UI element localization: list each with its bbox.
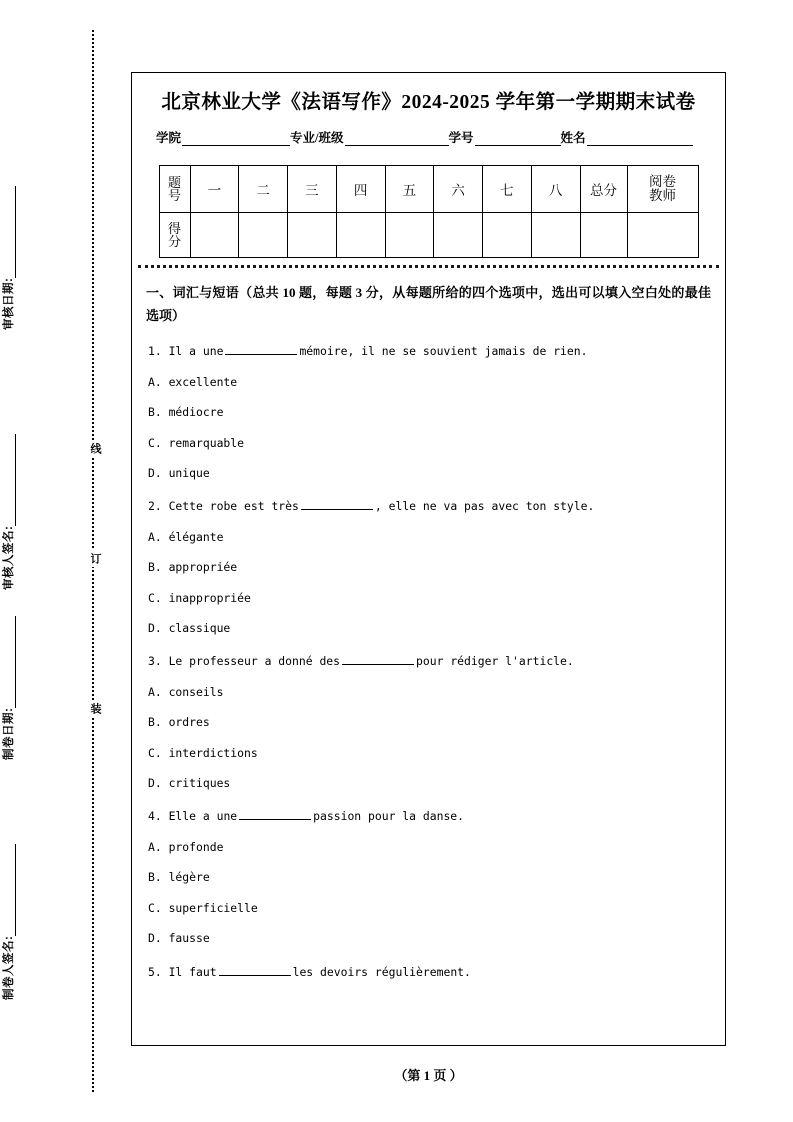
field-college-label: 学院 bbox=[156, 131, 182, 146]
cut-line-word-zhuang: 装 bbox=[85, 700, 103, 717]
score-cell-7[interactable] bbox=[483, 213, 532, 258]
section-heading: 一、词汇与短语（总共 10 题，每题 3 分，从每题所给的四个选项中，选出可以填入空白处的最佳选项） bbox=[146, 285, 711, 324]
score-cell-2[interactable] bbox=[239, 213, 288, 258]
question-number: 2. bbox=[148, 499, 162, 514]
option-item[interactable]: A. profonde bbox=[148, 839, 224, 854]
field-name-label: 姓名 bbox=[560, 131, 586, 146]
question-number: 1. bbox=[148, 344, 162, 359]
option-item[interactable]: D. unique bbox=[148, 466, 210, 481]
score-table-wrapper bbox=[159, 165, 699, 258]
page-title: 北京林业大学《法语写作》2024‐2025 学年第一学期期末试卷 bbox=[161, 92, 696, 113]
option-item[interactable]: B. légère bbox=[148, 870, 210, 885]
score-table-col-2: 二 bbox=[239, 166, 288, 213]
score-cell-6[interactable] bbox=[434, 213, 483, 258]
field-college bbox=[156, 128, 290, 146]
question-stem-before: Le professeur a donné des bbox=[168, 654, 341, 669]
question-stem-before: Il faut bbox=[168, 964, 217, 979]
margin-annotation-strip bbox=[0, 0, 120, 1122]
margin-note-rule bbox=[6, 616, 16, 708]
margin-note-label: 审核人签名: bbox=[3, 525, 15, 590]
field-college-input[interactable] bbox=[182, 133, 290, 146]
question-stem-after: passion pour la danse. bbox=[313, 809, 465, 824]
question-number: 3. bbox=[148, 654, 162, 669]
dotted-separator bbox=[138, 265, 719, 268]
question-stem-after: pour rédiger l'article. bbox=[416, 654, 574, 669]
score-table-col-3: 三 bbox=[288, 166, 337, 213]
score-cell-3[interactable] bbox=[288, 213, 337, 258]
score-cell-4[interactable] bbox=[336, 213, 385, 258]
option-item[interactable]: B. ordres bbox=[148, 715, 210, 730]
score-table-col-4: 四 bbox=[336, 166, 385, 213]
question-stem bbox=[148, 644, 711, 677]
option-item[interactable]: A. conseils bbox=[148, 684, 224, 699]
answer-blank[interactable] bbox=[342, 653, 414, 665]
score-table bbox=[159, 165, 699, 258]
field-name-input[interactable] bbox=[587, 133, 693, 146]
field-student-id-input[interactable] bbox=[475, 133, 561, 146]
score-table-col-5: 五 bbox=[385, 166, 434, 213]
score-table-row-label-score-line2: 分 bbox=[167, 234, 181, 250]
margin-note-rule bbox=[6, 844, 16, 936]
field-name bbox=[561, 128, 693, 146]
option-item[interactable]: C. remarquable bbox=[148, 435, 245, 450]
question-stem-before: Cette robe est très bbox=[168, 499, 299, 514]
question-stem bbox=[148, 954, 711, 987]
field-major-class bbox=[290, 128, 448, 146]
cut-line-word-ding: 订 bbox=[85, 550, 103, 567]
exam-paper-box bbox=[131, 72, 726, 1046]
table-row-question-numbers bbox=[159, 166, 698, 213]
score-table-row-label-number-line1: 题 bbox=[167, 174, 181, 190]
score-table-row-label-score bbox=[159, 213, 190, 258]
margin-note-audit-date bbox=[0, 30, 16, 330]
margin-note-rule bbox=[6, 186, 16, 278]
margin-note-maker-signature bbox=[0, 700, 16, 1000]
score-table-col-grader-line2: 教师 bbox=[649, 188, 676, 204]
answer-blank[interactable] bbox=[301, 498, 373, 510]
question-stem bbox=[148, 799, 711, 832]
answer-blank[interactable] bbox=[239, 808, 311, 820]
option-item[interactable]: C. superficielle bbox=[148, 900, 258, 915]
option-item[interactable]: B. appropriée bbox=[148, 560, 238, 575]
question-stem-before: Il a une bbox=[168, 344, 224, 359]
student-info-row bbox=[156, 128, 711, 146]
option-item[interactable]: A. excellente bbox=[148, 374, 238, 389]
page-number-footer: （第 1 页 ） bbox=[394, 1068, 463, 1083]
question-stem-after: , elle ne va pas avec ton style. bbox=[374, 499, 595, 514]
score-cell-8[interactable] bbox=[531, 213, 580, 258]
margin-note-label: 制卷日期: bbox=[3, 707, 15, 760]
score-table-row-label-score-line1: 得 bbox=[167, 220, 181, 236]
option-item[interactable]: D. critiques bbox=[148, 776, 231, 791]
option-item[interactable]: D. fausse bbox=[148, 931, 210, 946]
question-number: 5. bbox=[148, 964, 162, 979]
score-table-col-1: 一 bbox=[190, 166, 239, 213]
field-student-id-label: 学号 bbox=[448, 131, 474, 146]
field-student-id bbox=[449, 128, 561, 146]
option-item[interactable]: B. médiocre bbox=[148, 405, 224, 420]
answer-blank[interactable] bbox=[219, 964, 291, 976]
score-table-col-7: 七 bbox=[483, 166, 532, 213]
score-cell-1[interactable] bbox=[190, 213, 239, 258]
margin-note-label: 制卷人签名: bbox=[3, 935, 15, 1000]
score-table-row-label-number bbox=[159, 166, 190, 213]
score-table-col-8: 八 bbox=[531, 166, 580, 213]
option-item[interactable]: A. élégante bbox=[148, 529, 224, 544]
score-table-col-grader-line1: 阅卷 bbox=[649, 174, 676, 190]
field-major-class-label: 专业/班级 bbox=[290, 131, 344, 146]
answer-blank[interactable] bbox=[225, 343, 297, 355]
field-major-class-input[interactable] bbox=[345, 133, 449, 146]
question-stem-after: mémoire, il ne se souvient jamais de rien. bbox=[299, 344, 588, 359]
option-item[interactable]: C. inappropriée bbox=[148, 590, 251, 605]
question-body bbox=[146, 282, 711, 987]
question-stem-before: Elle a une bbox=[168, 809, 238, 824]
option-item[interactable]: C. interdictions bbox=[148, 745, 258, 760]
score-cell-grader[interactable] bbox=[627, 213, 698, 258]
cut-line-word-xian: 线 bbox=[85, 440, 103, 457]
option-item[interactable]: D. classique bbox=[148, 621, 231, 636]
score-cell-5[interactable] bbox=[385, 213, 434, 258]
score-table-row-label-number-line2: 号 bbox=[167, 188, 181, 204]
question-number: 4. bbox=[148, 809, 162, 824]
score-table-col-total: 总分 bbox=[580, 166, 627, 213]
table-row-scores bbox=[159, 213, 698, 258]
score-table-col-grader bbox=[627, 166, 698, 213]
question-stem bbox=[148, 489, 711, 522]
score-table-col-6: 六 bbox=[434, 166, 483, 213]
question-stem bbox=[148, 334, 711, 367]
margin-note-label: 审核日期: bbox=[3, 277, 15, 330]
score-cell-total[interactable] bbox=[580, 213, 627, 258]
question-stem-after: les devoirs régulièrement. bbox=[292, 964, 471, 979]
